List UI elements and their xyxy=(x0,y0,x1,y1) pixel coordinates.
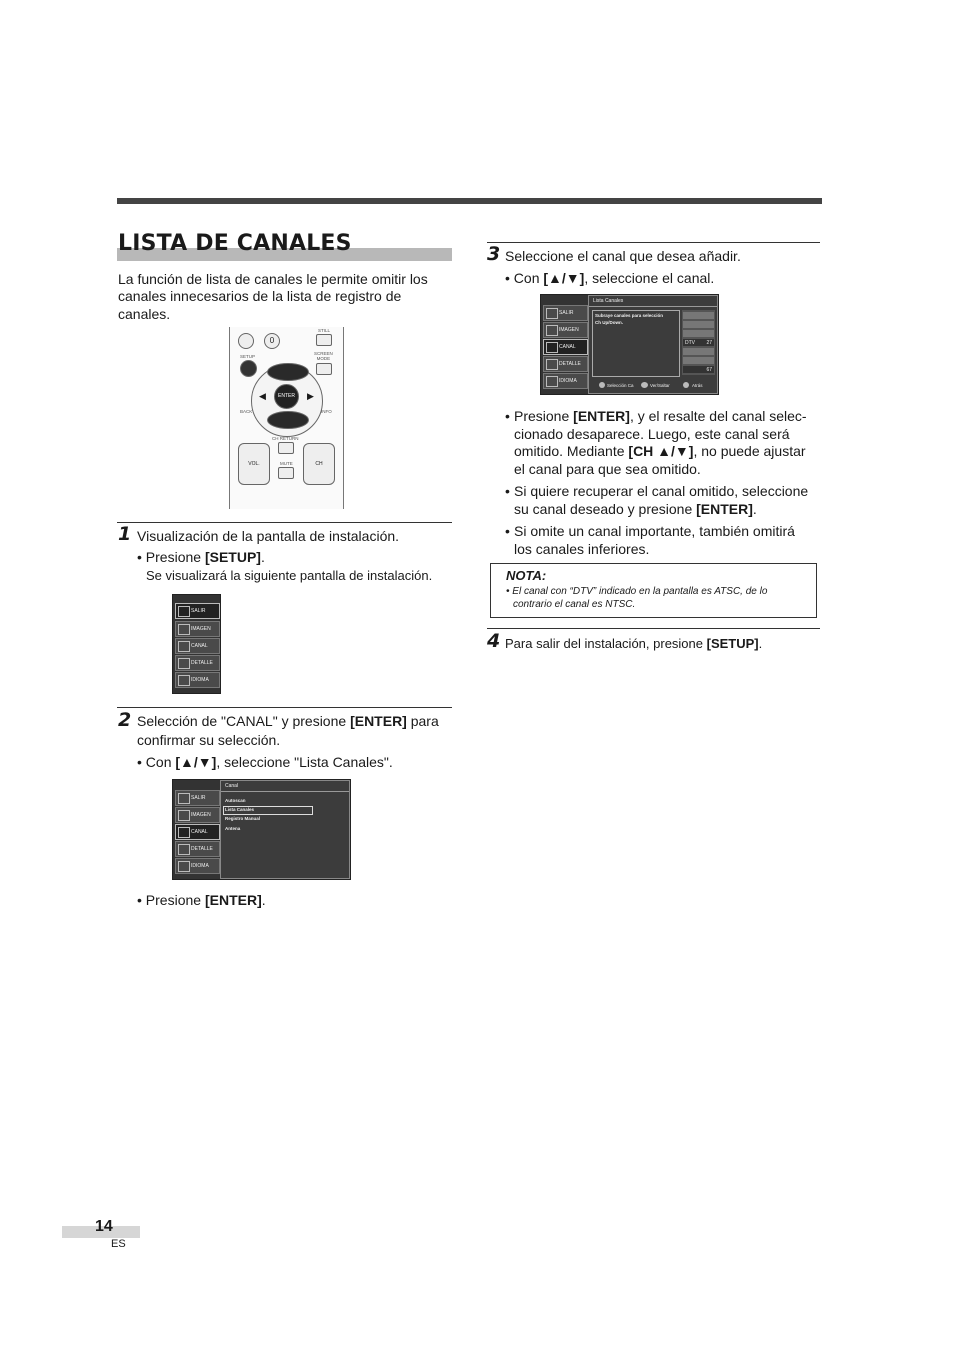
footer-back: Atrás xyxy=(692,383,703,388)
b2-pre: su canal deseado y presione xyxy=(514,500,693,517)
step4-rule xyxy=(487,628,820,629)
channel-message-line-2: Ch Up/Down. xyxy=(595,320,623,325)
step3-bullet-key: [▲/▼] xyxy=(543,270,585,286)
channel-name: DTV xyxy=(685,340,695,346)
remote-ch-return-button xyxy=(278,442,294,454)
page-number: 14 xyxy=(95,1218,113,1235)
step4-post: . xyxy=(758,636,763,651)
nota-line-2: contrario el canal es NTSC. xyxy=(513,599,636,610)
step2-press-pre: Presione xyxy=(145,892,202,908)
step2-press-enter xyxy=(137,892,266,910)
step3-bullet-post: , seleccione el canal. xyxy=(584,270,715,286)
remote-screen-mode-button xyxy=(316,363,332,375)
detail-icon xyxy=(546,359,558,370)
bullet-dot: • xyxy=(505,523,510,539)
footer-toggle: Ver/Saltar xyxy=(650,383,670,388)
language-icon xyxy=(178,861,190,872)
menu-item-salir: SALIR xyxy=(175,790,220,806)
exit-icon xyxy=(178,606,190,617)
b1-key2: [CH ▲/▼] xyxy=(628,443,694,459)
intro-line-1: La función de lista de canales le permite omitir los xyxy=(118,271,428,287)
step1-rule xyxy=(117,522,452,523)
footer-select: Selección Ca xyxy=(607,383,634,388)
nota-label: NOTA: xyxy=(506,568,547,583)
step2-number: 2 xyxy=(118,709,132,731)
remote-minus-button xyxy=(238,333,254,349)
step3-number: 3 xyxy=(487,243,501,265)
picture-icon xyxy=(178,624,190,635)
channel-number: 27 xyxy=(706,340,712,346)
channel-row-skipped xyxy=(683,348,714,355)
step1-bullet-prefix: Presione xyxy=(145,549,202,565)
remote-mute-label: MUTE xyxy=(280,461,293,466)
step3-b1-line-1 xyxy=(514,408,807,426)
bullet-dot: • xyxy=(505,270,514,286)
menu-item-salir: SALIR xyxy=(175,603,220,619)
remote-info-label: INFO xyxy=(321,409,332,414)
remote-ch-rocker: CH xyxy=(303,443,335,485)
page-title: LISTA DE CANALES xyxy=(118,231,352,256)
step3-b2-line-2 xyxy=(514,501,808,519)
channel-number: 67 xyxy=(706,367,712,373)
canal-panel-title: Canal xyxy=(225,783,239,789)
nota-line-1: • El canal con “DTV” indicado en la pantalla es ATSC, de lo xyxy=(506,586,768,597)
bullet-dot: • xyxy=(505,483,510,499)
channel-icon xyxy=(546,342,558,353)
menu-item-detalle: DETALLE xyxy=(175,841,220,857)
step3-rule xyxy=(487,242,820,243)
step3-b2-line-1: Si quiere recuperar el canal omitido, seleccione xyxy=(514,483,809,499)
remote-setup-label: SETUP xyxy=(240,354,256,359)
channel-message-line-1: Subraye canales para selección xyxy=(595,313,664,318)
step2-line1-text: Selección de "CANAL" y presione xyxy=(137,713,347,729)
step3-b3-line-1: Si omite un canal importante, también omitirá xyxy=(514,523,795,539)
menu-item-idioma: IDIOMA xyxy=(543,373,588,389)
menu-item-detalle: DETALLE xyxy=(175,655,220,671)
menu-item-imagen: IMAGEN xyxy=(175,621,220,637)
menu-item-canal: CANAL xyxy=(175,638,220,654)
step2-bullet xyxy=(137,754,393,772)
remote-ch-return-label: CH RETURN xyxy=(272,436,299,441)
bullet-dot: • xyxy=(137,754,146,770)
menu-item-detalle: DETALLE xyxy=(543,356,588,372)
menu-item-canal: CANAL xyxy=(543,339,588,355)
detail-icon xyxy=(178,844,190,855)
menu-item-canal: CANAL xyxy=(175,824,220,840)
menu-item-idioma: IDIOMA xyxy=(175,672,220,688)
step2-line-2: confirmar su selección. xyxy=(137,732,281,748)
panel-item-lista-canales: Lista Canales xyxy=(225,807,255,812)
exit-icon xyxy=(546,308,558,319)
setup-menu-screen xyxy=(172,594,221,694)
step2-press-post: . xyxy=(261,892,266,908)
dpad-icon xyxy=(599,382,605,388)
step4-key: [SETUP] xyxy=(706,636,759,651)
step2-bullet-key: [▲/▼] xyxy=(175,754,217,770)
bullet-dot: • xyxy=(505,408,510,424)
channel-icon xyxy=(178,641,190,652)
b2-key: [ENTER] xyxy=(696,500,753,517)
remote-mute-button xyxy=(278,467,294,479)
step1-bullet xyxy=(137,549,265,567)
step3-text: Seleccione el canal que desea añadir. xyxy=(505,248,741,264)
remote-zero-button: 0 xyxy=(264,333,280,349)
panel-divider xyxy=(221,791,349,792)
channel-row-skipped xyxy=(683,330,714,337)
channel-row-skipped xyxy=(683,312,714,319)
step3-b1-line-3 xyxy=(514,443,807,461)
b1-l3-post: , no puede ajustar xyxy=(693,443,806,459)
step3-bullet-pre: Con xyxy=(513,270,540,286)
exit-icon xyxy=(178,793,190,804)
remote-up-button xyxy=(267,363,309,381)
step3-b3-line-2: los canales inferiores. xyxy=(514,540,650,557)
step2-line1-key: [ENTER] xyxy=(350,713,407,729)
detail-icon xyxy=(178,658,190,669)
step2-press-key: [ENTER] xyxy=(204,892,262,908)
header-rule xyxy=(117,198,822,204)
step2-bullet-pre: Con xyxy=(145,754,172,770)
intro-line-3: canales. xyxy=(118,306,171,322)
page-language: ES xyxy=(111,1238,126,1250)
b1-pre: Presione xyxy=(514,408,570,424)
remote-down-button xyxy=(267,411,309,429)
step1-bullet-suffix: . xyxy=(260,549,265,565)
b2-post: . xyxy=(752,500,757,517)
intro-line-2: canales innecesarios de la lista de registro de xyxy=(118,288,402,304)
channel-row xyxy=(683,339,714,346)
step2-rule xyxy=(117,707,452,708)
menu-item-imagen: IMAGEN xyxy=(175,807,220,823)
remote-right-arrow-icon: ▶ xyxy=(307,391,314,401)
b1-key: [ENTER] xyxy=(573,408,630,424)
language-icon xyxy=(178,675,190,686)
nota-box xyxy=(490,563,817,618)
b1-l3-pre: omitido. Mediante xyxy=(514,443,625,459)
channel-column xyxy=(682,310,715,375)
channel-list-screen xyxy=(540,294,719,395)
remote-enter-button: ENTER xyxy=(274,384,299,409)
enter-icon xyxy=(641,382,648,388)
channel-row-skipped xyxy=(683,357,714,364)
remote-still-button xyxy=(316,334,332,346)
language-icon xyxy=(546,376,558,387)
remote-left-arrow-icon: ◀ xyxy=(259,391,266,401)
canal-menu-screen xyxy=(172,779,351,880)
bullet-dot: • xyxy=(137,892,146,908)
step2-line1-post: para xyxy=(410,713,439,729)
picture-icon xyxy=(546,325,558,336)
menu-item-imagen: IMAGEN xyxy=(543,322,588,338)
channel-icon xyxy=(178,827,190,838)
remote-vol-rocker: VOL. xyxy=(238,443,270,485)
menu-item-idioma: IDIOMA xyxy=(175,858,220,874)
channel-row-skipped xyxy=(683,321,714,328)
bullet-dot: • xyxy=(137,549,146,565)
remote-setup-button xyxy=(240,360,257,377)
step3-b3-lines xyxy=(514,523,795,558)
step1-text: Visualización de la pantalla de instalación. xyxy=(137,528,400,544)
picture-icon xyxy=(178,810,190,821)
back-icon xyxy=(683,382,689,388)
canal-submenu-panel xyxy=(220,780,350,879)
step2-bullet-post: , seleccione "Lista Canales". xyxy=(216,754,393,770)
step1-bullet-key: [SETUP] xyxy=(204,549,261,565)
remote-back-label: BACK xyxy=(240,409,253,414)
channel-list-title: Lista Canales xyxy=(593,298,624,304)
step2-line-1 xyxy=(137,713,439,731)
step1-number: 1 xyxy=(118,523,132,545)
panel-item-autoscan: Autoscan xyxy=(225,798,246,803)
step4-pre: Para salir del instalación, presione xyxy=(505,636,703,651)
step1-note: Se visualizará la siguiente pantalla de instalación. xyxy=(146,568,433,583)
b1-t1: , y el resalte del canal selec- xyxy=(629,408,807,424)
step3-b1-line-2: cionado desaparece. Luego, este canal será xyxy=(514,425,790,442)
step4-text xyxy=(505,636,762,651)
panel-item-antena: Antena xyxy=(225,826,241,831)
channel-row xyxy=(683,366,714,373)
remote-screen-mode-label: SCREEN MODE xyxy=(314,351,333,361)
channel-list-panel xyxy=(588,295,718,394)
menu-item-salir: SALIR xyxy=(543,305,588,321)
step3-b2-lines xyxy=(514,483,808,518)
step3-bullet xyxy=(505,270,714,288)
remote-still-label: STILL xyxy=(318,328,331,333)
step4-number: 4 xyxy=(487,630,501,652)
panel-divider xyxy=(589,306,717,307)
panel-item-registro-manual: Registro Manual xyxy=(225,816,261,821)
step3-b1-line-4: el canal para que sea omitido. xyxy=(514,460,701,477)
remote-illustration xyxy=(229,327,344,509)
step3-b1-lines xyxy=(514,408,807,478)
